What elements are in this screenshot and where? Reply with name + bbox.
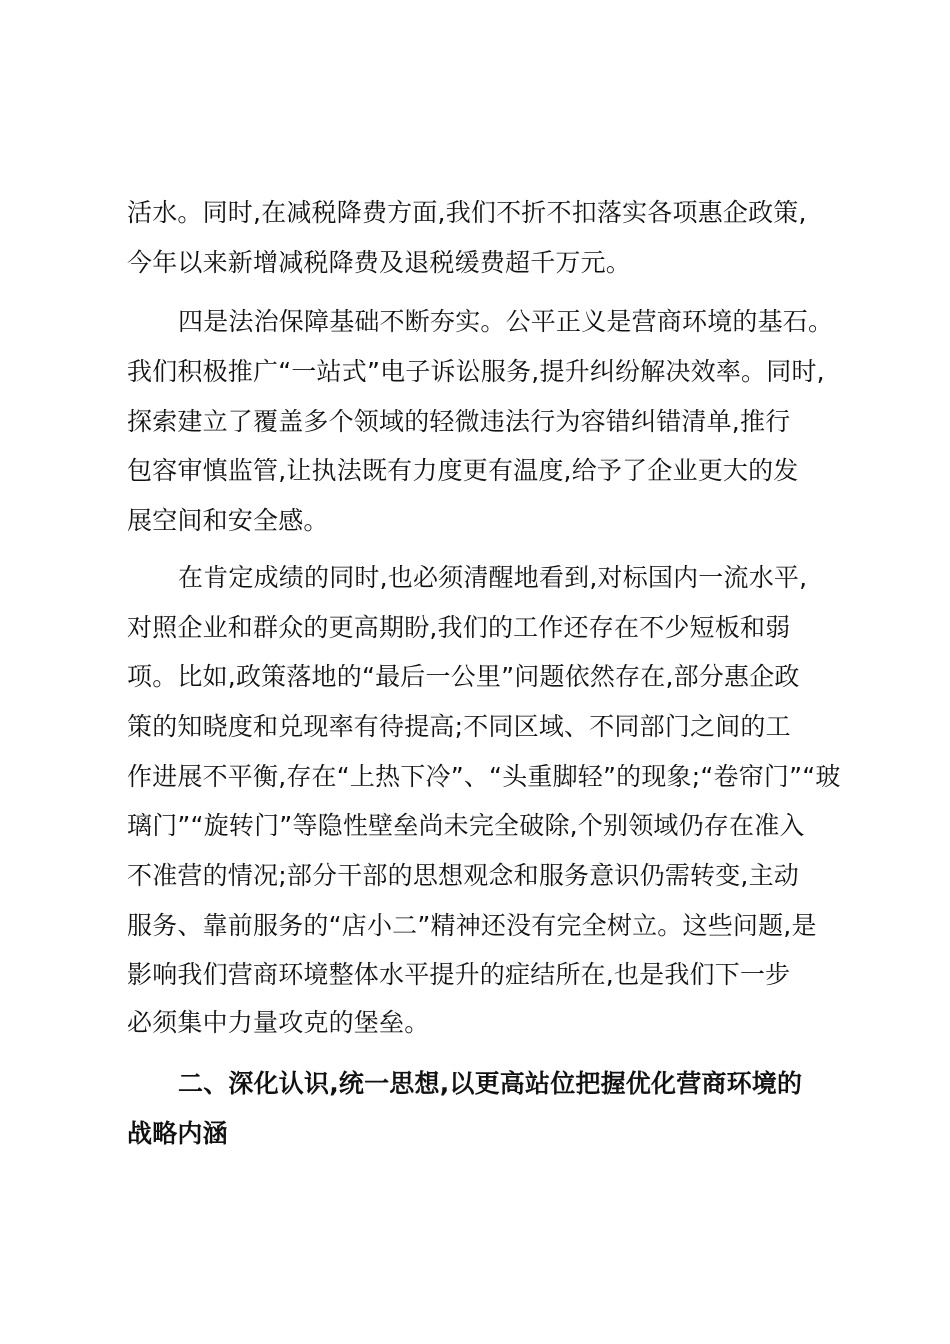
text-line: 我们积极推广“一站式”电子诉讼服务,提升纠纷解决效率。同时, [127, 357, 825, 386]
text-line: 作进展不平衡,存在“上热下冷”、“头重脚轻”的现象;“卷帘门”“玻 [127, 762, 841, 791]
text-line: 活水。同时,在减税降费方面,我们不折不扣落实各项惠企政策, [127, 198, 807, 227]
text-line: 探索建立了覆盖多个领域的轻微违法行为容错纠错清单,推行 [127, 407, 791, 436]
text-line: 项。比如,政策落地的“最后一公里”问题依然存在,部分惠企政 [127, 662, 800, 691]
text-line: 必须集中力量攻克的堡垒。 [127, 1008, 430, 1037]
text-line: 策的知晓度和兑现率有待提高;不同区域、不同部门之间的工 [127, 712, 791, 741]
text-line: 在肯定成绩的同时,也必须清醒地看到,对标国内一流水平, [178, 563, 808, 592]
text-line: 展空间和安全感。 [127, 506, 329, 535]
text-line: 不准营的情况;部分干部的思想观念和服务意识仍需转变,主动 [127, 861, 799, 890]
text-line: 影响我们营商环境整体水平提升的症结所在,也是我们下一步 [127, 960, 791, 989]
text-line: 今年以来新增减税降费及退税缓费超千万元。 [127, 248, 632, 277]
heading-line: 二、深化认识,统一思想,以更高站位把握优化营商环境的 [178, 1069, 803, 1098]
text-line: 四是法治保障基础不断夯实。公平正义是营商环境的基石。 [178, 307, 834, 336]
text-line: 服务、靠前服务的“店小二”精神还没有完全树立。这些问题,是 [127, 911, 817, 940]
heading-line: 战略内涵 [127, 1119, 228, 1148]
text-line: 璃门”“旋转门”等隐性壁垒尚未完全破除,个别领域仍存在准入 [127, 811, 805, 840]
text-line: 对照企业和群众的更高期盼,我们的工作还存在不少短板和弱 [127, 613, 791, 642]
text-line: 包容审慎监管,让执法既有力度更有温度,给予了企业更大的发 [127, 456, 799, 485]
